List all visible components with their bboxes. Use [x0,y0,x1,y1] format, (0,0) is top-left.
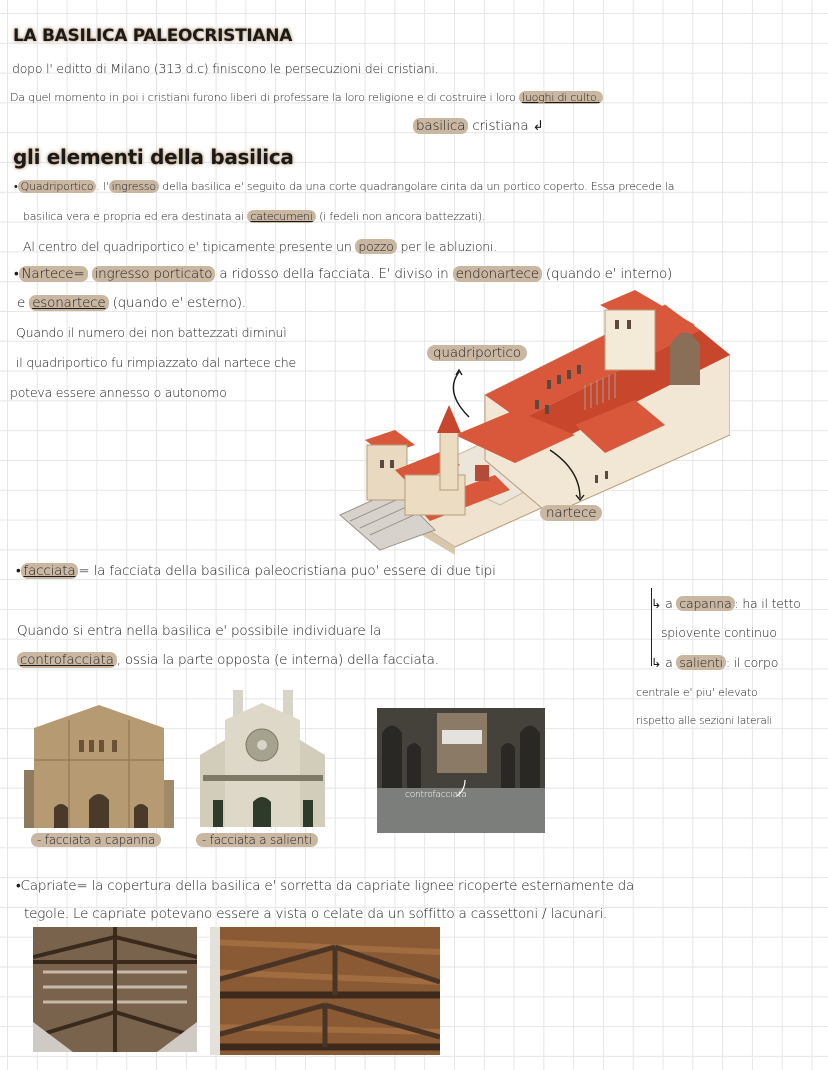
highlight-capanna: capanna [676,596,734,611]
type-desc: : il corpo [725,655,779,670]
highlight-esonartece: esonartece [29,295,108,311]
term-nartece: Nartece= [19,266,88,282]
type-prefix: a [665,655,673,670]
term-capriate: Capriate [20,878,77,894]
type-salienti-cont2: rispetto alle sezioni laterali [636,715,773,727]
term-facciata: facciata [21,563,79,579]
bullet: • [14,266,19,282]
nartece-text: e [17,295,26,311]
highlight-salienti: salienti [676,655,726,670]
facade-capanna-photo [24,700,174,828]
facciata-text: = la facciata della basilica paleocristiana puo' essere di due tipi [78,563,496,579]
quadriportico-line-3 [23,239,497,254]
type-capanna [651,596,801,611]
highlight-catecumeni: catecumeni [247,210,315,223]
facciata-line-2: Quando si entra nella basilica e' possibile individuare la [17,623,382,639]
quadriportico-line-1 [14,180,674,193]
quadriportico-text: basilica vera e propria ed era destinata ai [23,210,245,223]
page-title: LA BASILICA PALEOCRISTIANA [13,26,293,46]
facade-salienti-photo [195,685,330,827]
capriate-line-1 [16,878,634,894]
separator: . l' [96,180,109,193]
type-salienti-cont: centrale e' piu' elevato [636,686,758,699]
capriate-line-2: tegole. Le capriate potevano essere a vista o celate da un soffitto a cassettoni / lacunari. [24,906,608,922]
capriate-text: = la copertura della basilica e' sorretta da capriate lignee ricoperte esternamente da [76,878,635,894]
nartece-line-3: Quando il numero dei non battezzati diminuì [16,325,287,340]
bullet: • [16,563,21,579]
quadriportico-text: (i fedeli non ancora battezzati). [319,210,486,223]
nartece-line-1 [14,266,672,282]
basilica-illustration [335,285,730,555]
controfacciata-interior-photo [377,708,545,833]
nartece-text: (quando e' interno) [545,266,673,282]
bullet: • [16,878,21,894]
term-quadriportico: Quadriportico [18,180,97,193]
arrow-right-icon: ↳ [651,655,662,670]
highlight-ingresso-porticato: ingresso porticato [92,266,216,282]
highlight-ingresso: ingresso [109,180,159,193]
intro-line-3 [413,118,544,134]
arrow-right-icon: ↳ [651,596,662,611]
intro-line-2 [10,91,603,104]
nartece-text: (quando e' esterno). [112,295,246,311]
quadriportico-text: Al centro del quadriportico e' tipicamente presente un [23,239,352,254]
arrow-to-quadriportico [453,372,469,417]
facciata-text: , ossia la parte opposta (e interna) della facciata. [116,652,439,668]
label-nartece: nartece [540,505,602,521]
facciata-line-1 [16,563,496,579]
type-prefix: a [665,596,673,611]
return-arrow-icon: ↲ [532,118,544,134]
type-capanna-cont: spiovente continuo [661,625,777,640]
nartece-line-2 [17,295,246,311]
quadriportico-line-2 [23,210,485,223]
label-quadriportico: quadriportico [427,345,527,361]
highlight-basilica: basilica [413,118,468,134]
bullet: • [14,180,18,193]
highlight-luoghi-di-culto: luoghi di culto. [519,91,603,104]
section-title: gli elementi della basilica [13,145,294,169]
type-desc: : ha il tetto [734,596,801,611]
highlight-pozzo: pozzo [355,239,396,254]
intro-cristiana: cristiana [472,118,529,134]
nartece-line-4: il quadriportico fu rimpiazzato dal nartece che [16,355,297,370]
exposed-trusses-photo [210,927,440,1055]
type-salienti [651,655,778,670]
quadriportico-text: della basilica e' seguito da una corte quadrangolare cinta da un portico coperto. Essa precede la [162,180,675,193]
caption-controfacciata: controfacciata [405,790,467,800]
intro-line-1: dopo l' editto di Milano (313 d.c) finiscono le persecuzioni dei cristiani. [12,61,439,76]
caption-facciata-salienti: - facciata a salienti [196,833,318,847]
highlight-endonartece: endonartece [453,266,542,282]
highlight-controfacciata: controfacciata [17,652,117,668]
intro-text: Da quel momento in poi i cristiani furono liberi di professare la loro religione e di costruire i loro [10,91,516,104]
quadriportico-text: per le abluzioni. [400,239,498,254]
facciata-line-3 [17,652,439,668]
nartece-line-5: poteva essere annesso o autonomo [10,385,227,400]
basilica-isometric-drawing [335,285,730,555]
coffered-ceiling-photo [33,927,197,1052]
nartece-text: a ridosso della facciata. E' diviso in [219,266,449,282]
caption-facciata-capanna: - facciata a capanna [31,833,161,847]
